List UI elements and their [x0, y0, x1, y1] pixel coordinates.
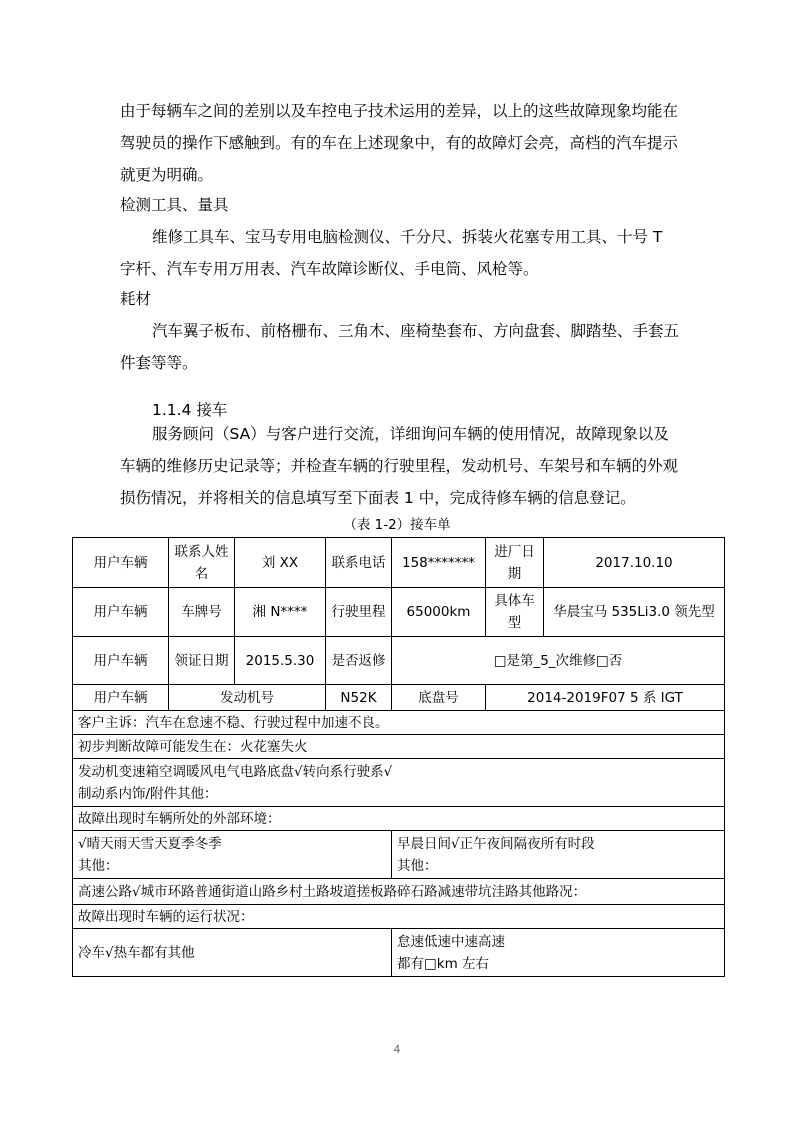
affected-systems-line1: 发动机变速箱空调暖风电气电路底盘√转向系行驶系√	[78, 763, 393, 780]
row4-label: 用户车辆	[73, 685, 169, 711]
affected-systems-line2: 制动系内饰/附件其他：	[78, 785, 218, 802]
weather-line: √晴天雨天雪天夏季冬季	[78, 835, 222, 852]
consumables-heading: 耗材	[120, 290, 152, 308]
table-caption: （表 1-2）接车单	[343, 517, 451, 533]
affected-systems	[73, 759, 725, 807]
engine-number-value: N52K	[326, 685, 392, 711]
running-state-heading: 故障出现时车辆的运行状况：	[73, 905, 725, 929]
row2-label: 用户车辆	[73, 588, 169, 637]
speed-line: 怠速低速中速高速	[397, 933, 505, 950]
plate-value: 湘 N****	[235, 588, 326, 637]
repeat-repair-label: 是否返修	[326, 637, 392, 685]
plate-label: 车牌号	[169, 588, 235, 637]
section-paragraph: 服务顾问（SA）与客户进行交流，详细询问车辆的使用情况，故障现象以及车辆的维修历史记录等；并检查车辆的行驶里程，发动机号、车架号和车辆的外观损伤情况，并将相关的信息填写至下面表 1 中，完成待修车辆的信息登记。	[120, 425, 679, 507]
tools-paragraph: 维修工具车、宝马专用电脑检测仪、千分尺、拆装火花塞专用工具、十号 T 字杆、汽车专用万用表、汽车故障诊断仪、手电筒、风枪等。	[120, 228, 663, 278]
weather-conditions	[73, 831, 392, 879]
license-date-value: 2015.5.30	[235, 637, 326, 685]
weather-other: 其他：	[78, 857, 119, 874]
chassis-number-value: 2014-2019F07 5 系 IGT	[486, 685, 725, 711]
speed-state	[392, 929, 725, 977]
intro-paragraph: 由于每辆车之间的差别以及车控电子技术运用的差异，以上的这些故障现象均能在驾驶员的操作下感触到。有的车在上述现象中，有的故障灯会亮，高档的汽车提示就更为明确。	[120, 102, 679, 184]
repeat-repair-value: □是第_5_次维修□否	[392, 637, 725, 685]
phone-label: 联系电话	[326, 538, 392, 588]
section-heading: 1.1.4 接车	[152, 401, 228, 419]
chassis-number-label: 底盘号	[392, 685, 486, 711]
consumables-paragraph: 汽车翼子板布、前格栅布、三角木、座椅垫套布、方向盘套、脚踏垫、手套五件套等等。	[120, 322, 680, 372]
time-of-day	[392, 831, 725, 879]
speed-line-2: 都有□km 左右	[397, 955, 490, 972]
page-number: 4	[393, 1043, 401, 1056]
mileage-value: 65000km	[392, 588, 486, 637]
license-date-label: 领证日期	[169, 637, 235, 685]
model-value: 华晨宝马 535Li3.0 领先型	[544, 588, 725, 637]
time-line: 早晨日间√正午夜间隔夜所有时段	[397, 835, 595, 852]
engine-number-label: 发动机号	[169, 685, 326, 711]
engine-temperature-state: 冷车√热车都有其他	[73, 929, 392, 977]
entry-date-label: 进厂日期	[486, 538, 544, 588]
time-other: 其他：	[397, 857, 438, 874]
model-label: 具体车型	[486, 588, 544, 637]
row3-label: 用户车辆	[73, 637, 169, 685]
mileage-label: 行驶里程	[326, 588, 392, 637]
tools-heading: 检测工具、量具	[120, 196, 229, 214]
environment-heading: 故障出现时车辆所处的外部环境：	[73, 807, 725, 831]
entry-date-value: 2017.10.10	[544, 538, 725, 588]
contact-name-value: 刘 XX	[235, 538, 326, 588]
initial-diagnosis: 初步判断故障可能发生在：火花塞失火	[73, 735, 725, 759]
vehicle-reception-form	[72, 537, 725, 977]
row1-label: 用户车辆	[73, 538, 169, 588]
customer-complaint: 客户主诉：汽车在怠速不稳、行驶过程中加速不良。	[73, 711, 725, 735]
phone-value: 158*******	[392, 538, 486, 588]
road-conditions: 高速公路√城市环路普通街道山路乡村土路坡道搓板路碎石路减速带坑洼路其他路况：	[73, 879, 725, 905]
contact-name-label: 联系人姓名	[169, 538, 235, 588]
